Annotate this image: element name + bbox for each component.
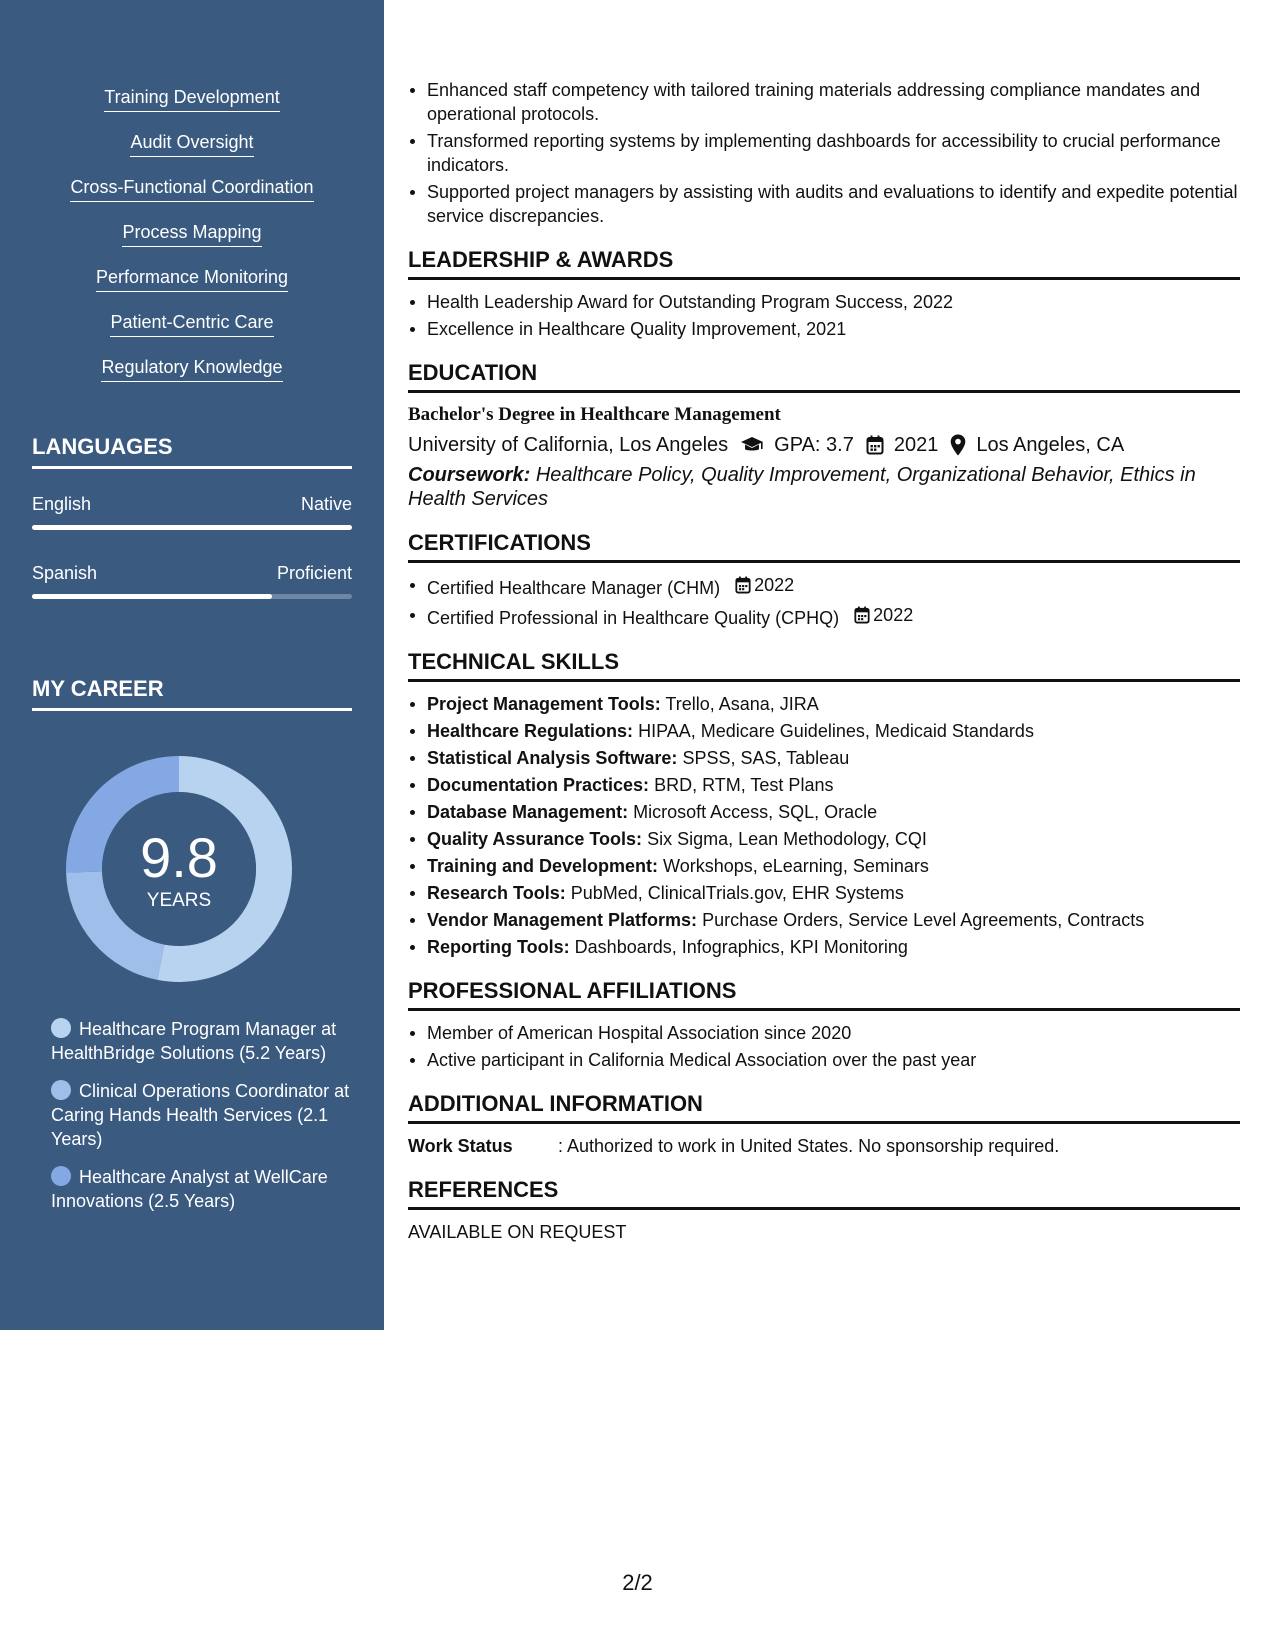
language-row-spanish [32,563,352,584]
calendar-icon [854,606,870,624]
affiliations-heading: PROFESSIONAL AFFILIATIONS [408,977,1240,1011]
skill-item: Regulatory Knowledge [101,356,282,382]
donut-center [66,756,292,982]
career-legend [51,1017,351,1227]
degree-title: Bachelor's Degree in Healthcare Management [408,404,781,425]
list-item: Excellence in Healthcare Quality Improvement, 2021 [408,317,1240,341]
legend-dot [51,1166,71,1186]
language-bar-fill [32,594,272,599]
sidebar [0,0,384,1330]
list-item [408,935,1240,959]
skill-item: Patient-Centric Care [110,311,273,337]
language-name: English [32,494,92,514]
language-bar-fill [32,525,352,530]
graduation-cap-icon [740,436,764,454]
cert-name: Certified Professional in Healthcare Quality (CPHQ) [427,608,840,628]
technical-skills-heading: TECHNICAL SKILLS [408,648,1240,682]
list-item [408,746,1240,770]
skill-value: SPSS, SAS, Tableau [682,748,850,768]
career-heading: MY CAREER [32,676,352,711]
language-level: Proficient [276,563,352,583]
list-item [408,692,1240,716]
skill-item: Cross-Functional Coordination [70,176,313,202]
language-name: Spanish [32,563,98,583]
page-number: 2/2 [622,1570,653,1595]
cert-year-value: 2022 [754,575,795,595]
skill-label: Quality Assurance Tools: [427,829,643,849]
skill-label: Research Tools: [427,883,566,903]
language-bar-english [32,525,352,530]
skill-label: Training and Development: [427,856,659,876]
list-item [408,881,1240,905]
skill-label: Statistical Analysis Software: [427,748,678,768]
legend-dot [51,1080,71,1100]
skill-value: Workshops, eLearning, Seminars [663,856,929,876]
skill-value: Dashboards, Infographics, KPI Monitoring [574,937,908,957]
skill-value: Microsoft Access, SQL, Oracle [633,802,878,822]
language-level: Native [300,494,352,514]
experience-bullets [408,78,1240,228]
skill-label: Vendor Management Platforms: [427,910,698,930]
career-unit: YEARS [146,890,212,911]
certifications-list [408,573,1240,630]
language-bar-spanish [32,594,352,599]
list-item [408,908,1240,932]
skill-value: Six Sigma, Lean Methodology, CQI [647,829,927,849]
main-content [408,78,1240,1244]
skill-value: Purchase Orders, Service Level Agreements, Contracts [702,910,1145,930]
coursework-value: Healthcare Policy, Quality Improvement, Organizational Behavior, Ethics in Health Services [408,464,1196,510]
list-item [408,773,1240,797]
list-item: Member of American Hospital Association since 2020 [408,1021,1240,1045]
skill-item: Process Mapping [122,221,261,247]
affiliations-list [408,1021,1240,1072]
location-pin-icon [950,434,966,456]
list-item: Supported project managers by assisting with audits and evaluations to identify and expedite potential service discrepancies. [408,180,1240,228]
references-value: AVAILABLE ON REQUEST [408,1222,627,1242]
calendar-icon [866,435,884,455]
calendar-icon [735,576,751,594]
career-text: Healthcare Analyst at WellCare Innovations (2.5 Years) [51,1167,328,1211]
skill-value: Trello, Asana, JIRA [665,694,819,714]
leadership-list [408,290,1240,341]
skill-label: Database Management: [427,802,629,822]
cert-year [735,573,794,597]
skill-value: PubMed, ClinicalTrials.gov, EHR Systems [570,883,904,903]
education-location: Los Angeles, CA [976,434,1125,456]
list-item: Health Leadership Award for Outstanding Program Success, 2022 [408,290,1240,314]
career-item [51,1017,351,1065]
coursework-label: Coursework: [408,464,531,486]
list-item [408,719,1240,743]
certifications-heading: CERTIFICATIONS [408,529,1240,563]
list-item: Active participant in California Medical Association over the past year [408,1048,1240,1072]
cert-year [854,603,913,627]
legend-dot [51,1018,71,1038]
career-item [51,1165,351,1213]
skill-label: Healthcare Regulations: [427,721,634,741]
list-item [408,854,1240,878]
work-status-row [408,1134,1240,1158]
technical-skills-list [408,692,1240,959]
skill-item: Performance Monitoring [96,266,288,292]
coursework [408,463,1240,511]
additional-info-heading: ADDITIONAL INFORMATION [408,1090,1240,1124]
gpa: GPA: 3.7 [774,434,854,456]
skill-item: Training Development [104,86,279,112]
work-status-value: : Authorized to work in United States. No sponsorship required. [558,1136,1060,1156]
education-meta [408,432,1240,458]
skill-label: Reporting Tools: [427,937,570,957]
languages-heading: LANGUAGES [32,434,352,469]
skill-item: Audit Oversight [130,131,253,157]
work-status-label: Work Status [408,1136,513,1156]
career-text: Clinical Operations Coordinator at Caring Hands Health Services (2.1 Years) [51,1081,350,1149]
list-item [408,603,1240,630]
career-item [51,1079,351,1151]
graduation-year: 2021 [893,434,939,456]
career-text: Healthcare Program Manager at HealthBridge Solutions (5.2 Years) [51,1019,337,1063]
career-total: 9.8 [140,826,218,889]
skills-list [0,86,384,401]
list-item [408,573,1240,600]
list-item [408,827,1240,851]
education-heading: EDUCATION [408,359,1240,393]
list-item: Enhanced staff competency with tailored training materials addressing compliance mandates and operational protocols. [408,78,1240,126]
language-row-english [32,494,352,515]
skill-value: BRD, RTM, Test Plans [654,775,834,795]
leadership-heading: LEADERSHIP & AWARDS [408,246,1240,280]
skill-label: Project Management Tools: [427,694,661,714]
skill-value: HIPAA, Medicare Guidelines, Medicaid Standards [638,721,1034,741]
references-heading: REFERENCES [408,1176,1240,1210]
career-donut [66,756,292,982]
skill-label: Documentation Practices: [427,775,650,795]
cert-name: Certified Healthcare Manager (CHM) [427,578,721,598]
cert-year-value: 2022 [873,605,914,625]
list-item: Transformed reporting systems by implementing dashboards for accessibility to crucial performance indicators. [408,129,1240,177]
school-name: University of California, Los Angeles [408,434,729,456]
list-item [408,800,1240,824]
